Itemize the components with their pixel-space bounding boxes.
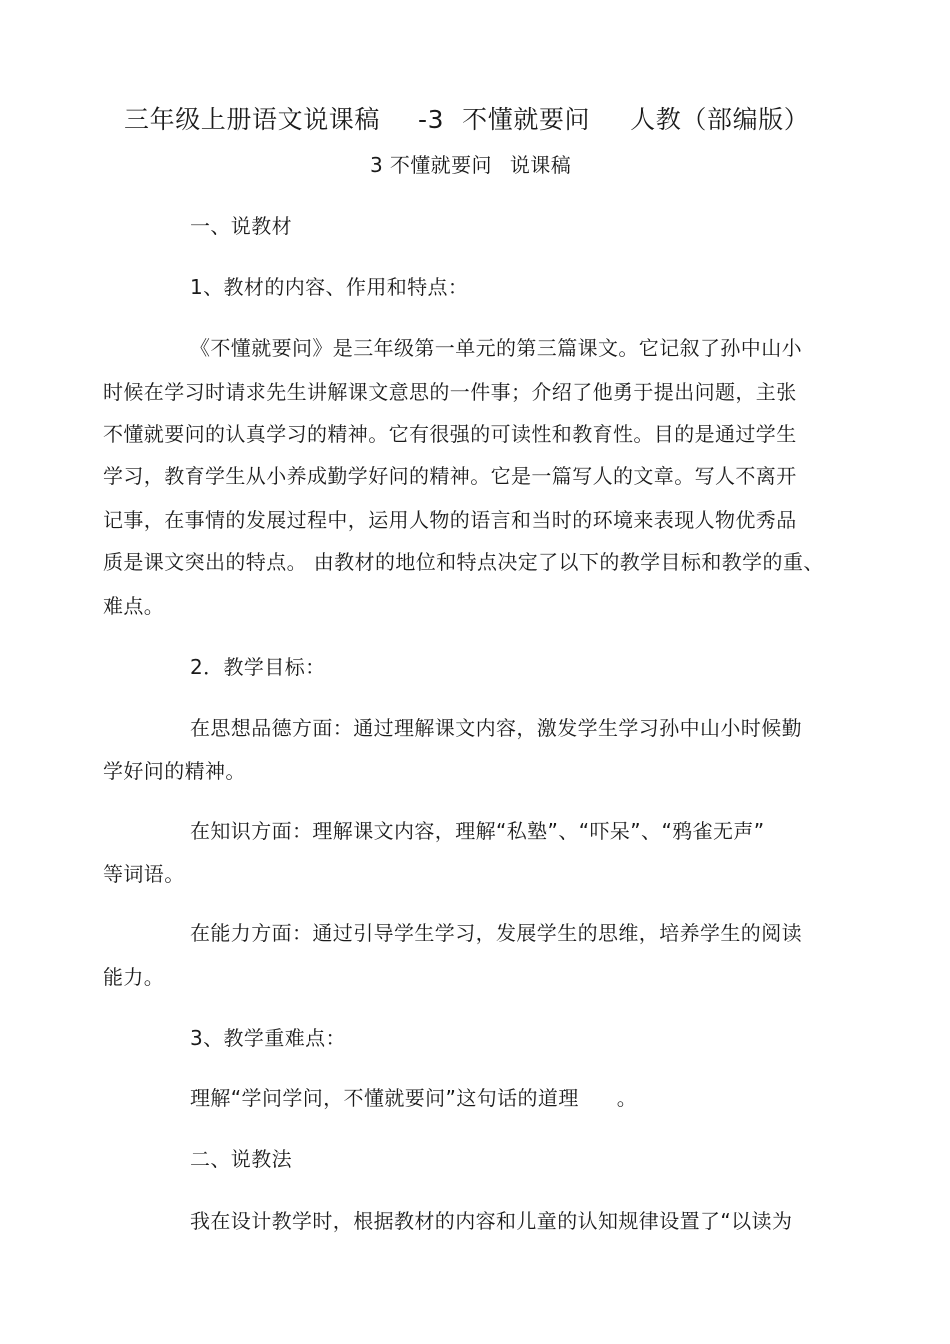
document-subtitle bbox=[370, 152, 571, 178]
goal-ability-line: 能力。 bbox=[103, 965, 165, 989]
subtitle-type: 说课稿 bbox=[509, 153, 572, 177]
goal-knowledge-line: 等词语。 bbox=[103, 862, 185, 886]
title-part-number: -3 bbox=[418, 105, 445, 134]
paragraph-line: 记事，在事情的发展过程中，运用人物的语言和当时的环境来表现人物优秀品 bbox=[103, 508, 797, 532]
keypoint-line bbox=[190, 1085, 637, 1111]
goal-ability-line: 在能力方面：通过引导学生学习，发展学生的思维，培养学生的阅读 bbox=[190, 921, 802, 945]
section-heading-method: 二、说教法 bbox=[190, 1147, 292, 1171]
goal-moral-line: 学好问的精神。 bbox=[103, 759, 246, 783]
keypoint-end: 。 bbox=[616, 1086, 638, 1110]
title-part-edition: 人教（部编版） bbox=[630, 105, 810, 134]
title-part-grade: 三年级上册语文说课稿 bbox=[124, 105, 381, 134]
paragraph-line: 不懂就要问的认真学习的精神。它有很强的可读性和教育性。目的是通过学生 bbox=[103, 422, 797, 446]
title-part-lesson: 不懂就要问 bbox=[462, 105, 591, 134]
paragraph-line: 学习，教育学生从小养成勤学好问的精神。它是一篇写人的文章。写人不离开 bbox=[103, 464, 797, 488]
goal-knowledge-line: 在知识方面：理解课文内容，理解“私塾”、“吓呆”、“鸦雀无声” bbox=[190, 819, 765, 843]
item-heading-content: 1、教材的内容、作用和特点： bbox=[190, 275, 469, 299]
keypoint-text: 理解“学问学问，不懂就要问”这句话的道理 bbox=[190, 1086, 579, 1110]
subtitle-lesson: 3 不懂就要问 bbox=[370, 153, 492, 177]
goal-moral-line: 在思想品德方面：通过理解课文内容，激发学生学习孙中山小时候勤 bbox=[190, 716, 802, 740]
paragraph-line: 时候在学习时请求先生讲解课文意思的一件事；介绍了他勇于提出问题，主张 bbox=[103, 380, 797, 404]
paragraph-line: 我在设计教学时，根据教材的内容和儿童的认知规律设置了“以读为 bbox=[190, 1209, 793, 1233]
paragraph-line: 《不懂就要问》是三年级第一单元的第三篇课文。它记叙了孙中山小 bbox=[190, 336, 802, 360]
paragraph-line: 质是课文突出的特点。 由教材的地位和特点决定了以下的教学目标和教学的重、 bbox=[103, 550, 824, 574]
section-heading-textbook: 一、说教材 bbox=[190, 214, 292, 238]
document-title bbox=[124, 104, 809, 136]
item-heading-keypoints: 3、教学重难点： bbox=[190, 1026, 346, 1050]
paragraph-line: 难点。 bbox=[103, 594, 165, 618]
item-heading-goals: 2．教学目标： bbox=[190, 655, 326, 679]
